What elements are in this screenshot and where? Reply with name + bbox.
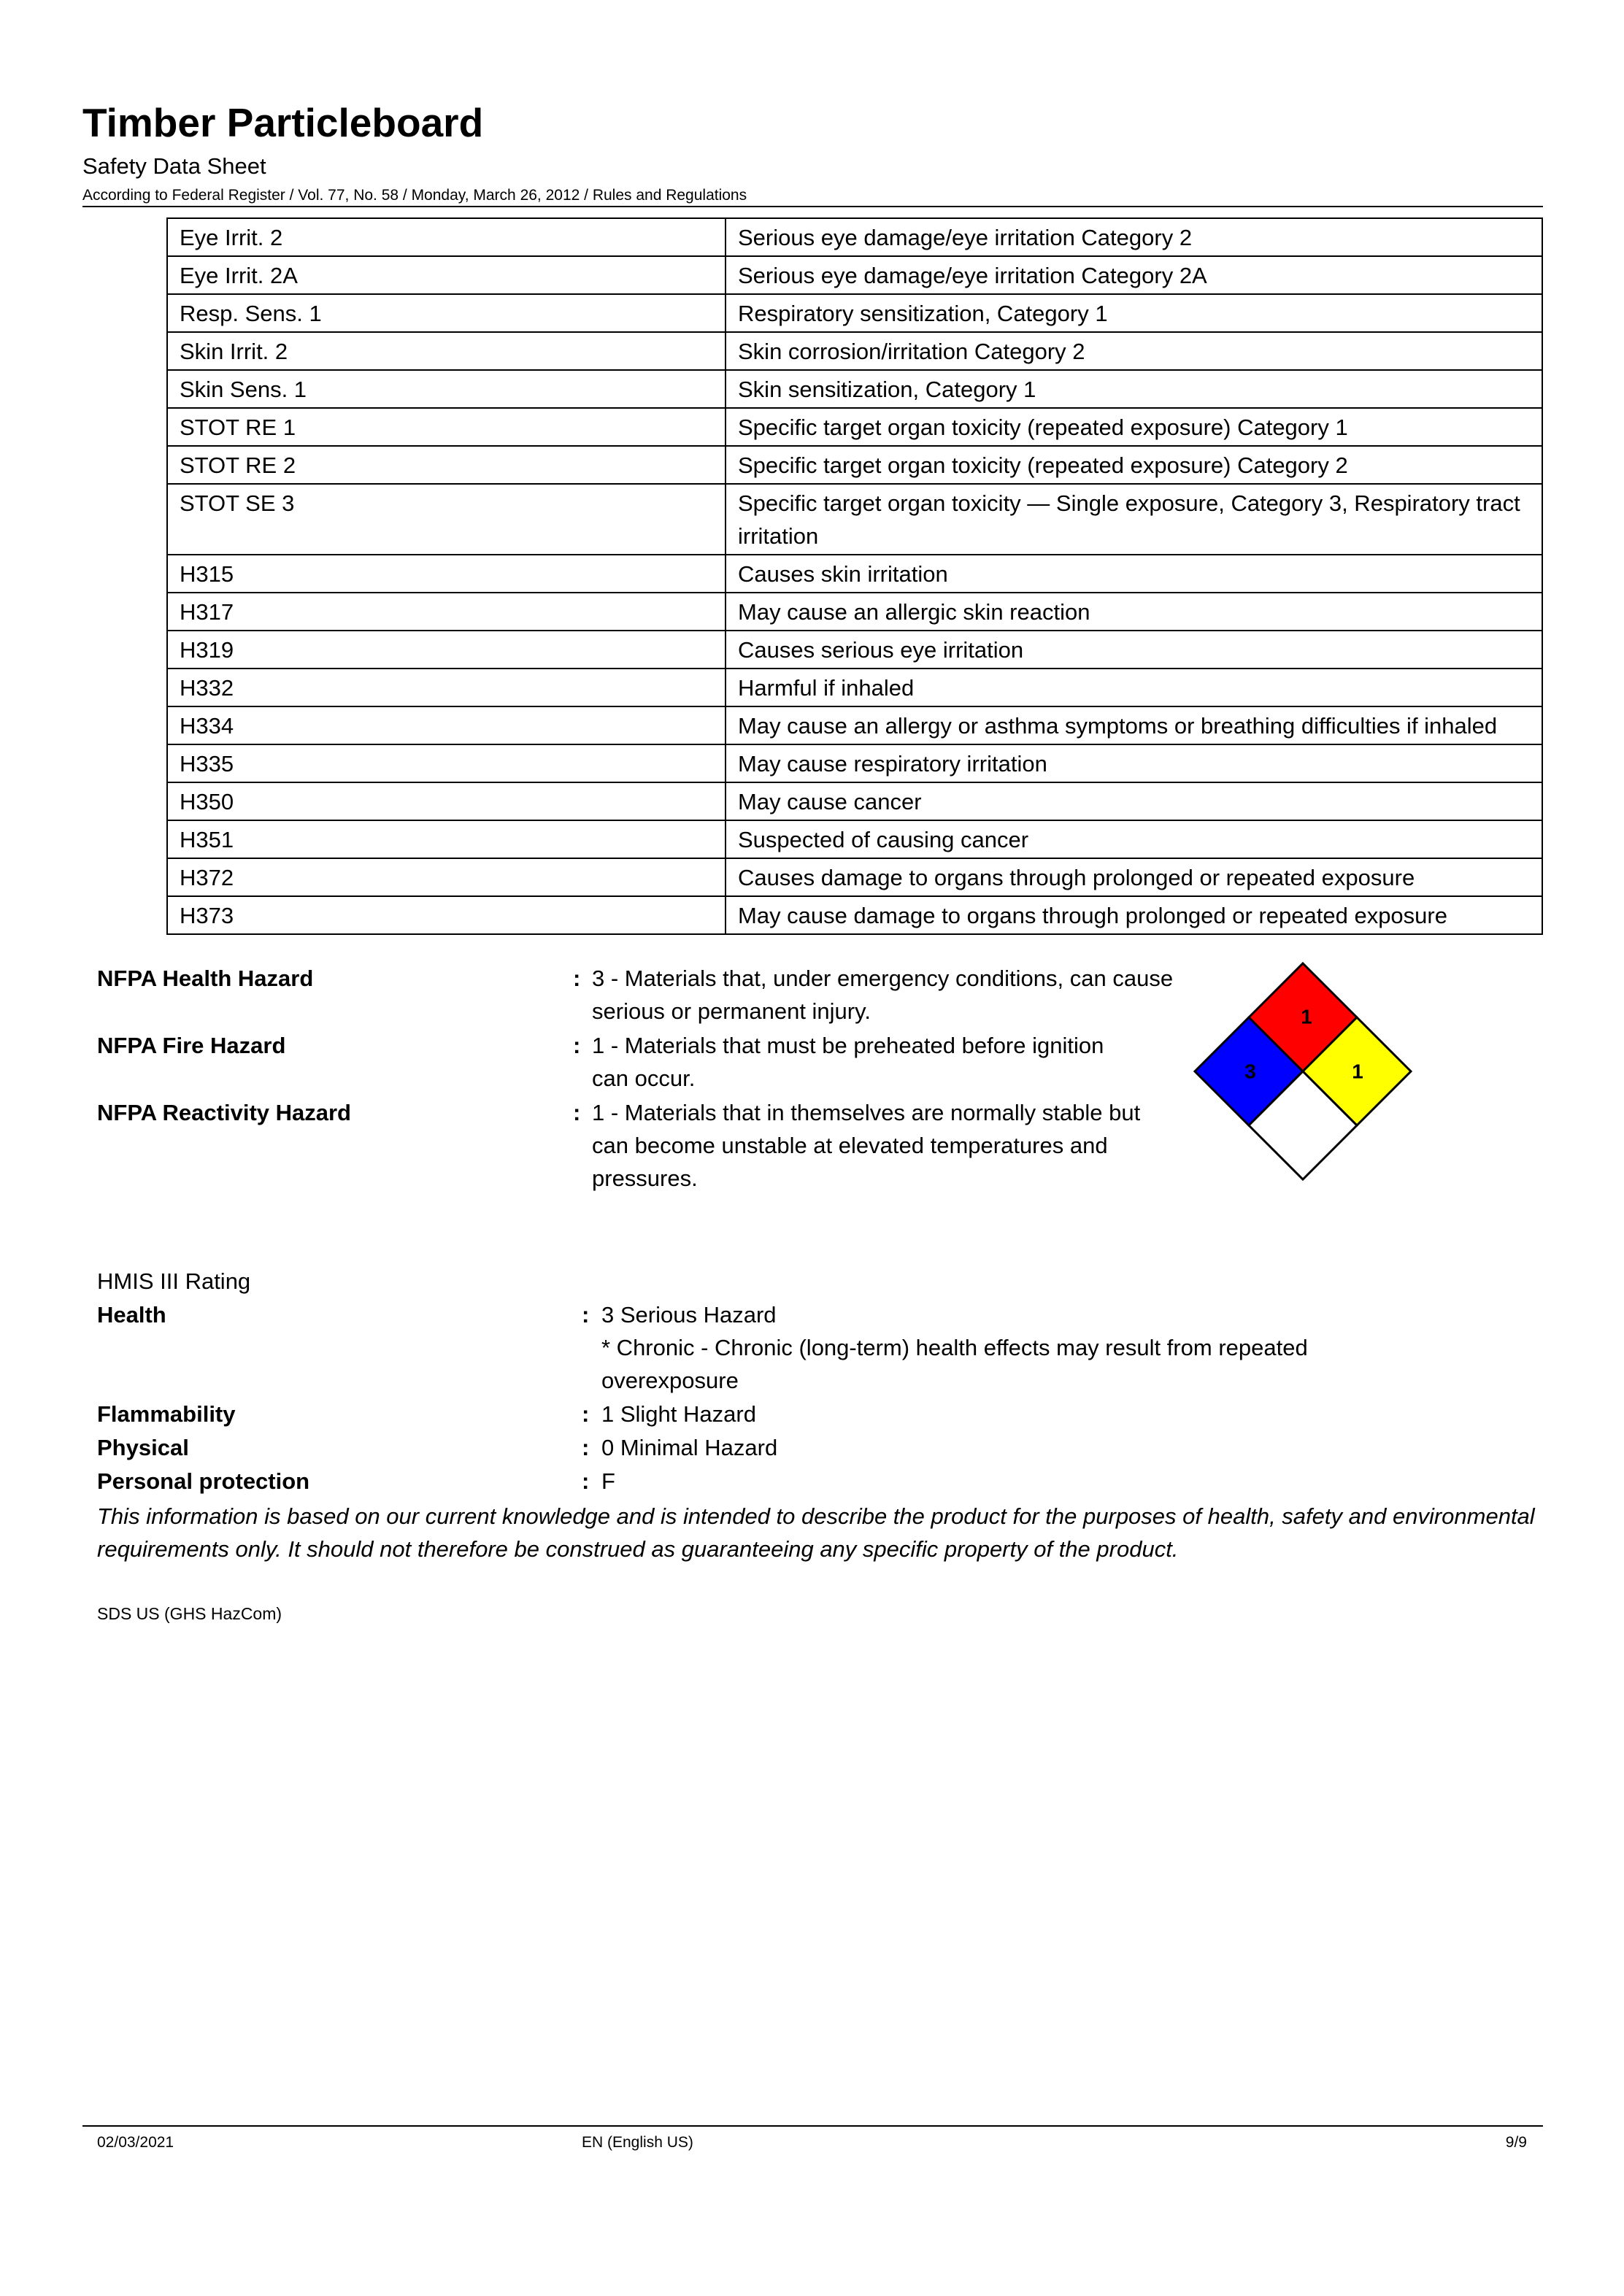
hmis-health-value: 3 Serious Hazard (601, 1302, 777, 1328)
nfpa-diamond (1190, 960, 1416, 1186)
hazard-code-cell: Eye Irrit. 2 (167, 218, 726, 256)
nfpa-fire-colon: : (573, 1033, 581, 1058)
hazard-description-cell: May cause cancer (726, 782, 1542, 820)
footer-rule (82, 2125, 1543, 2127)
hazard-description-cell: Specific target organ toxicity (repeated exposure) Category 1 (726, 408, 1542, 446)
table-row (167, 294, 1542, 332)
hmis-heading: HMIS III Rating (97, 1268, 251, 1294)
hazard-code-cell: STOT SE 3 (167, 484, 726, 555)
table-row (167, 820, 1542, 858)
hmis-flammability-label: Flammability (97, 1401, 236, 1427)
hazard-code-cell: H334 (167, 706, 726, 744)
hazard-code-cell: H350 (167, 782, 726, 820)
nfpa-fire-label: NFPA Fire Hazard (97, 1033, 286, 1058)
hazard-description-cell: Serious eye damage/eye irritation Category 2A (726, 256, 1542, 294)
hmis-ppe-colon: : (582, 1468, 590, 1494)
nfpa-health-label: NFPA Health Hazard (97, 966, 314, 991)
hazard-code-cell: STOT RE 1 (167, 408, 726, 446)
table-row (167, 896, 1542, 934)
hmis-physical-value: 0 Minimal Hazard (601, 1435, 778, 1460)
disclaimer-text: This information is based on our current knowledge and is intended to describe the product for the purposes of health, safety and environmental requirements only. It should not therefore be construed as guaranteeing any specific property of the product. (97, 1503, 1535, 1562)
table-row (167, 744, 1542, 782)
table-row (167, 256, 1542, 294)
table-row (167, 484, 1542, 555)
nfpa-reactivity-label: NFPA Reactivity Hazard (97, 1100, 351, 1125)
hmis-health-note: * Chronic - Chronic (long-term) health effects may result from repeated overexposure (601, 1335, 1308, 1393)
hmis-ppe-value: F (601, 1468, 615, 1494)
nfpa-health-colon: : (573, 966, 581, 991)
hazard-code-cell: Skin Sens. 1 (167, 370, 726, 408)
nfpa-health-number: 3 (1244, 1060, 1256, 1083)
hazard-description-cell: Causes damage to organs through prolonged or repeated exposure (726, 858, 1542, 896)
hazard-description-cell: Specific target organ toxicity (repeated exposure) Category 2 (726, 446, 1542, 484)
table-row (167, 631, 1542, 669)
footer-page-number: 9/9 (1505, 2134, 1527, 2151)
table-row (167, 555, 1542, 593)
hazard-description-cell: May cause damage to organs through prolonged or repeated exposure (726, 896, 1542, 934)
hazard-description-cell: Suspected of causing cancer (726, 820, 1542, 858)
hazard-code-cell: STOT RE 2 (167, 446, 726, 484)
hazard-description-cell: Skin corrosion/irritation Category 2 (726, 332, 1542, 370)
footer-language: EN (English US) (582, 2134, 693, 2151)
hazard-code-cell: H351 (167, 820, 726, 858)
hmis-flammability-colon: : (582, 1401, 590, 1427)
hazard-description-cell: May cause an allergy or asthma symptoms or breathing difficulties if inhaled (726, 706, 1542, 744)
table-row (167, 706, 1542, 744)
hazard-classification-table (166, 217, 1543, 935)
hmis-ppe-label: Personal protection (97, 1468, 310, 1494)
header-rule (82, 206, 1543, 207)
document-title: Timber Particleboard (82, 100, 484, 145)
table-row (167, 408, 1542, 446)
hazard-code-cell: H373 (167, 896, 726, 934)
nfpa-reactivity-number: 1 (1352, 1060, 1363, 1083)
hazard-description-cell: Harmful if inhaled (726, 669, 1542, 706)
document-subtitle: Safety Data Sheet (82, 153, 266, 179)
hmis-physical-colon: : (582, 1435, 590, 1460)
hazard-description-cell: May cause an allergic skin reaction (726, 593, 1542, 631)
hazard-code-cell: Resp. Sens. 1 (167, 294, 726, 332)
nfpa-health-value: 3 - Materials that, under emergency conditions, can cause serious or permanent injury. (592, 966, 1174, 1024)
nfpa-fire-value: 1 - Materials that must be preheated before ignition can occur. (592, 1033, 1104, 1091)
table-row (167, 446, 1542, 484)
table-row (167, 370, 1542, 408)
regulation-reference: According to Federal Register / Vol. 77, No. 58 / Monday, March 26, 2012 / Rules and Regulations (82, 187, 747, 204)
nfpa-fire-number: 1 (1301, 1005, 1312, 1028)
hazard-description-cell: Causes skin irritation (726, 555, 1542, 593)
hazard-description-cell: Skin sensitization, Category 1 (726, 370, 1542, 408)
hazard-description-cell: Serious eye damage/eye irritation Category 2 (726, 218, 1542, 256)
hazard-code-cell: H319 (167, 631, 726, 669)
nfpa-reactivity-value: 1 - Materials that in themselves are normally stable but can become unstable at elevated temperatures and pressures. (592, 1100, 1141, 1191)
hazard-code-cell: H335 (167, 744, 726, 782)
hazard-code-cell: Skin Irrit. 2 (167, 332, 726, 370)
footer-date: 02/03/2021 (97, 2134, 174, 2151)
table-row (167, 782, 1542, 820)
hazard-code-cell: H332 (167, 669, 726, 706)
table-row (167, 218, 1542, 256)
hazard-code-cell: Eye Irrit. 2A (167, 256, 726, 294)
hazard-description-cell: May cause respiratory irritation (726, 744, 1542, 782)
nfpa-reactivity-colon: : (573, 1100, 581, 1125)
sds-format-label: SDS US (GHS HazCom) (97, 1604, 282, 1623)
hazard-code-cell: H372 (167, 858, 726, 896)
hmis-flammability-value: 1 Slight Hazard (601, 1401, 756, 1427)
hmis-physical-label: Physical (97, 1435, 189, 1460)
table-row (167, 593, 1542, 631)
hazard-description-cell: Specific target organ toxicity — Single exposure, Category 3, Respiratory tract irritation (726, 484, 1542, 555)
hmis-health-label: Health (97, 1302, 166, 1328)
table-row (167, 858, 1542, 896)
hazard-description-cell: Causes serious eye irritation (726, 631, 1542, 669)
hazard-code-cell: H317 (167, 593, 726, 631)
hazard-description-cell: Respiratory sensitization, Category 1 (726, 294, 1542, 332)
hmis-health-colon: : (582, 1302, 590, 1328)
table-row (167, 669, 1542, 706)
table-row (167, 332, 1542, 370)
hazard-code-cell: H315 (167, 555, 726, 593)
